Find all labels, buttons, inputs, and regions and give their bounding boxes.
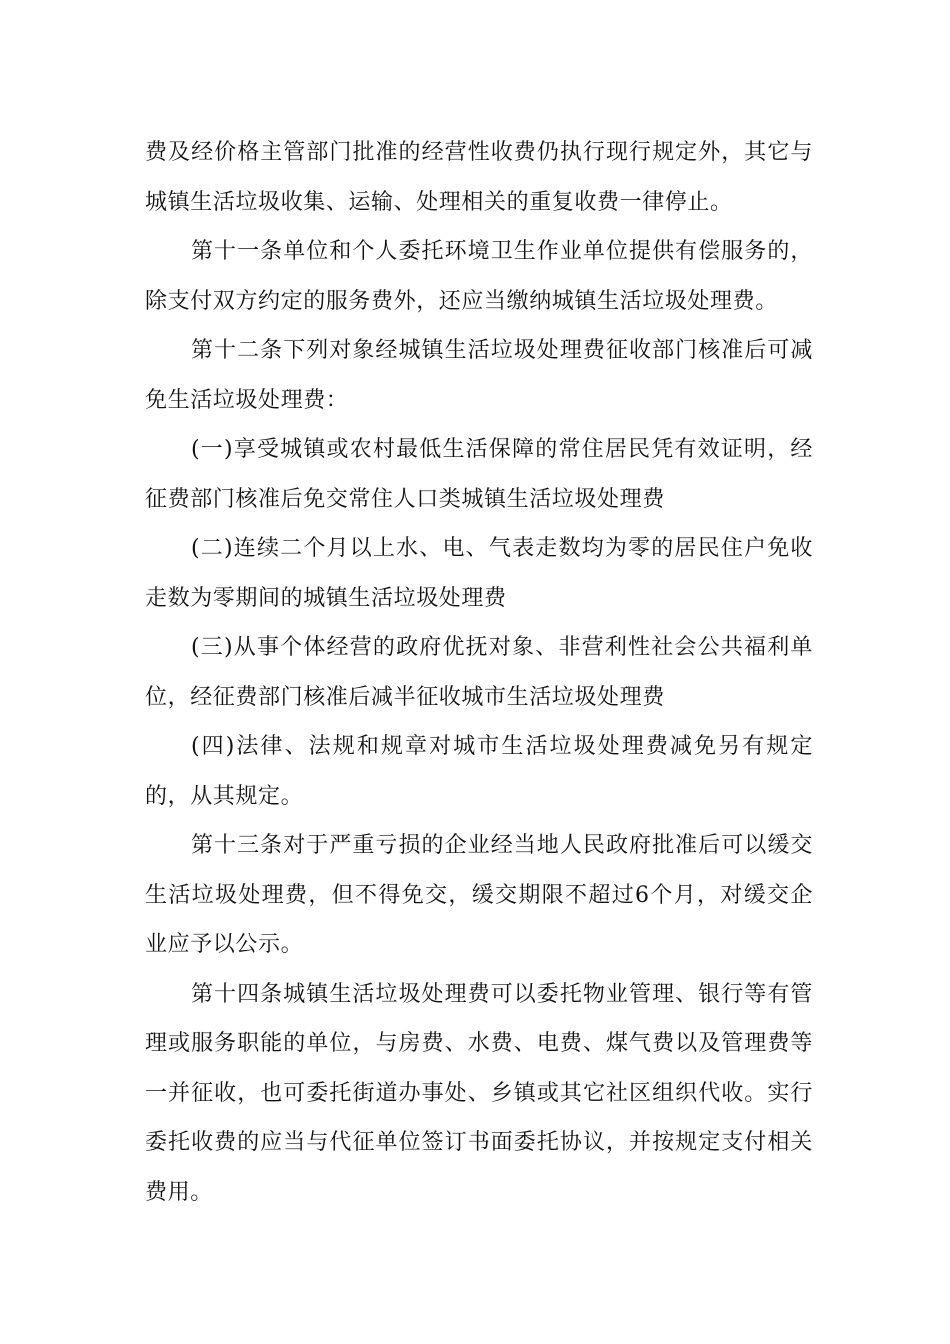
paragraph-article-14: 第十四条城镇生活垃圾处理费可以委托物业管理、银行等有管理或服务职能的单位，与房费、水费、电费、煤气费以及管理费等一并征收，也可委托街道办事处、乡镇或其它社区组织代收。实行委托收费的应当与代征单位签订书面委托协议，并按规定支付相关费用。 — [145, 981, 813, 1205]
document-body — [145, 128, 813, 1217]
paragraph-article-13: 第十三条对于严重亏损的企业经当地人民政府批准后可以缓交生活垃圾处理费，但不得免交，缓交期限不超过6个月，对缓交企业应予以公示。 — [145, 833, 813, 957]
paragraph-item-1: (一)享受城镇或农村最低生活保障的常住居民凭有效证明，经征费部门核准后免交常住人口类城镇生活垃圾处理费 — [145, 437, 813, 512]
paragraph-continuation: 费及经价格主管部门批准的经营性收费仍执行现行规定外，其它与城镇生活垃圾收集、运输、处理相关的重复收费一律停止。 — [145, 140, 813, 215]
paragraph-article-11: 第十一条单位和个人委托环境卫生作业单位提供有偿服务的，除支付双方约定的服务费外，还应当缴纳城镇生活垃圾处理费。 — [145, 239, 813, 314]
paragraph-item-2: (二)连续二个月以上水、电、气表走数均为零的居民住户免收走数为零期间的城镇生活垃圾处理费 — [145, 536, 813, 611]
paragraph-article-12: 第十二条下列对象经城镇生活垃圾处理费征收部门核准后可减免生活垃圾处理费： — [145, 338, 813, 413]
paragraph-item-3: (三)从事个体经营的政府优抚对象、非营利性社会公共福利单位，经征费部门核准后减半征收城市生活垃圾处理费 — [145, 635, 813, 710]
paragraph-item-4: (四)法律、法规和规章对城市生活垃圾处理费减免另有规定的，从其规定。 — [145, 734, 813, 809]
